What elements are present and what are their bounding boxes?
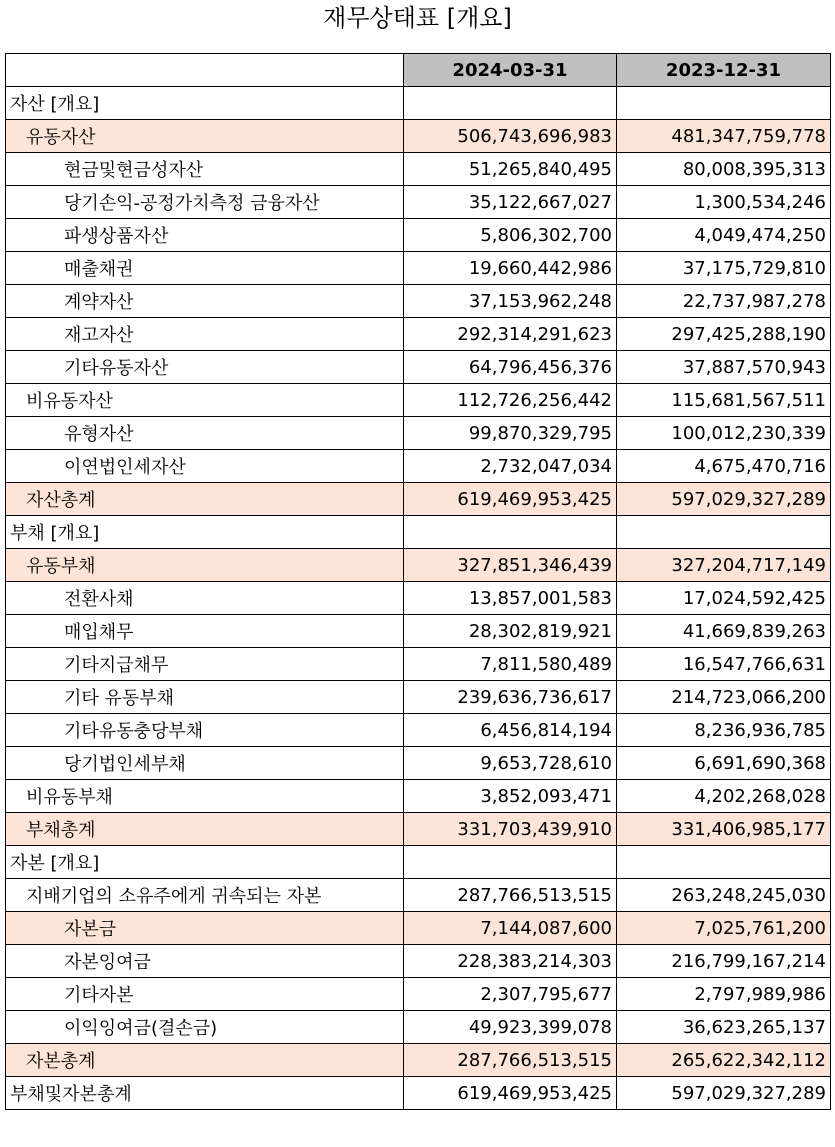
row-label: 유형자산 [6,417,404,450]
row-value-2024-03-31: 35,122,667,027 [404,186,617,219]
row-value-2023-12-31: 100,012,230,339 [617,417,831,450]
table-row [6,318,831,351]
row-label: 이연법인세자산 [6,450,404,483]
table-row [6,615,831,648]
row-value-2023-12-31: 597,029,327,289 [617,1077,831,1110]
table-row [6,1044,831,1077]
row-value-2024-03-31: 9,653,728,610 [404,747,617,780]
table-row [6,714,831,747]
row-value-2023-12-31: 37,175,729,810 [617,252,831,285]
table-row [6,87,831,120]
row-label: 재고자산 [6,318,404,351]
table-row [6,153,831,186]
table-row [6,417,831,450]
row-value-2024-03-31: 7,144,087,600 [404,912,617,945]
row-label: 비유동부채 [6,780,404,813]
row-value-2024-03-31: 239,636,736,617 [404,681,617,714]
column-header-2023-12-31: 2023-12-31 [617,54,831,87]
row-value-2023-12-31: 297,425,288,190 [617,318,831,351]
row-value-2024-03-31: 2,732,047,034 [404,450,617,483]
row-label: 자본총계 [6,1044,404,1077]
row-value-2024-03-31: 331,703,439,910 [404,813,617,846]
row-value-2024-03-31: 619,469,953,425 [404,483,617,516]
table-row [6,1011,831,1044]
row-label: 자산 [개요] [6,87,404,120]
row-value-2024-03-31: 37,153,962,248 [404,285,617,318]
row-label: 유동부채 [6,549,404,582]
table-row [6,912,831,945]
header-label-cell [6,54,404,87]
row-label: 기타유동충당부채 [6,714,404,747]
table-row [6,384,831,417]
row-value-2023-12-31: 4,049,474,250 [617,219,831,252]
table-row [6,945,831,978]
row-value-2024-03-31: 3,852,093,471 [404,780,617,813]
row-value-2023-12-31: 265,622,342,112 [617,1044,831,1077]
row-value-2024-03-31: 51,265,840,495 [404,153,617,186]
row-value-2023-12-31: 327,204,717,149 [617,549,831,582]
row-label: 현금및현금성자산 [6,153,404,186]
table-row [6,1077,831,1110]
row-value-2023-12-31 [617,87,831,120]
page-title: 재무상태표 [개요] [323,4,512,32]
row-label: 자본금 [6,912,404,945]
table-row [6,351,831,384]
row-value-2023-12-31: 4,202,268,028 [617,780,831,813]
row-value-2024-03-31: 327,851,346,439 [404,549,617,582]
table-row [6,846,831,879]
row-label: 기타유동자산 [6,351,404,384]
row-value-2024-03-31: 28,302,819,921 [404,615,617,648]
table-row [6,516,831,549]
row-label: 전환사채 [6,582,404,615]
row-value-2024-03-31 [404,846,617,879]
row-label: 기타 유동부채 [6,681,404,714]
row-label: 매입채무 [6,615,404,648]
row-label: 자본잉여금 [6,945,404,978]
row-value-2023-12-31: 36,623,265,137 [617,1011,831,1044]
table-row [6,747,831,780]
row-value-2023-12-31: 1,300,534,246 [617,186,831,219]
row-value-2023-12-31: 216,799,167,214 [617,945,831,978]
table-row [6,813,831,846]
table-row [6,780,831,813]
table-row [6,252,831,285]
row-value-2024-03-31: 49,923,399,078 [404,1011,617,1044]
row-label: 부채 [개요] [6,516,404,549]
table-row [6,681,831,714]
row-label: 유동자산 [6,120,404,153]
table-row [6,978,831,1011]
row-label: 계약자산 [6,285,404,318]
row-label: 매출채권 [6,252,404,285]
column-header-2024-03-31: 2024-03-31 [404,54,617,87]
row-value-2023-12-31: 6,691,690,368 [617,747,831,780]
row-value-2024-03-31: 19,660,442,986 [404,252,617,285]
row-value-2024-03-31: 7,811,580,489 [404,648,617,681]
row-value-2023-12-31: 16,547,766,631 [617,648,831,681]
row-value-2023-12-31: 80,008,395,313 [617,153,831,186]
table-header-row [6,54,831,87]
row-value-2024-03-31: 619,469,953,425 [404,1077,617,1110]
row-label: 당기손익-공정가치측정 금융자산 [6,186,404,219]
row-value-2024-03-31: 13,857,001,583 [404,582,617,615]
row-value-2024-03-31 [404,87,617,120]
row-value-2024-03-31: 228,383,214,303 [404,945,617,978]
row-value-2024-03-31: 2,307,795,677 [404,978,617,1011]
row-label: 자본 [개요] [6,846,404,879]
table-row [6,483,831,516]
row-value-2023-12-31: 41,669,839,263 [617,615,831,648]
row-value-2023-12-31 [617,846,831,879]
table-row [6,285,831,318]
row-label: 자산총계 [6,483,404,516]
row-label: 부채및자본총계 [6,1077,404,1110]
row-value-2024-03-31: 6,456,814,194 [404,714,617,747]
table-row [6,549,831,582]
row-label: 이익잉여금(결손금) [6,1011,404,1044]
row-label: 부채총계 [6,813,404,846]
table-row [6,219,831,252]
row-value-2023-12-31: 115,681,567,511 [617,384,831,417]
table-body [6,87,831,1110]
table-row [6,648,831,681]
table-row [6,186,831,219]
row-value-2024-03-31: 64,796,456,376 [404,351,617,384]
row-value-2024-03-31: 287,766,513,515 [404,879,617,912]
row-label: 파생상품자산 [6,219,404,252]
row-value-2023-12-31: 22,737,987,278 [617,285,831,318]
row-value-2023-12-31: 17,024,592,425 [617,582,831,615]
row-value-2023-12-31: 481,347,759,778 [617,120,831,153]
row-value-2023-12-31: 7,025,761,200 [617,912,831,945]
row-value-2023-12-31: 597,029,327,289 [617,483,831,516]
row-value-2023-12-31: 8,236,936,785 [617,714,831,747]
table-row [6,450,831,483]
row-value-2024-03-31: 112,726,256,442 [404,384,617,417]
row-value-2024-03-31: 292,314,291,623 [404,318,617,351]
table-row [6,120,831,153]
row-value-2023-12-31: 331,406,985,177 [617,813,831,846]
table-row [6,879,831,912]
balance-sheet-table [5,53,831,1110]
row-label: 비유동자산 [6,384,404,417]
row-value-2024-03-31: 506,743,696,983 [404,120,617,153]
row-value-2023-12-31: 2,797,989,986 [617,978,831,1011]
row-value-2024-03-31: 287,766,513,515 [404,1044,617,1077]
row-value-2023-12-31: 214,723,066,200 [617,681,831,714]
row-label: 당기법인세부채 [6,747,404,780]
table-row [6,582,831,615]
row-label: 지배기업의 소유주에게 귀속되는 자본 [6,879,404,912]
row-label: 기타지급채무 [6,648,404,681]
row-value-2024-03-31: 5,806,302,700 [404,219,617,252]
row-value-2023-12-31: 4,675,470,716 [617,450,831,483]
row-value-2023-12-31: 263,248,245,030 [617,879,831,912]
row-value-2023-12-31: 37,887,570,943 [617,351,831,384]
row-value-2023-12-31 [617,516,831,549]
row-label: 기타자본 [6,978,404,1011]
row-value-2024-03-31 [404,516,617,549]
row-value-2024-03-31: 99,870,329,795 [404,417,617,450]
